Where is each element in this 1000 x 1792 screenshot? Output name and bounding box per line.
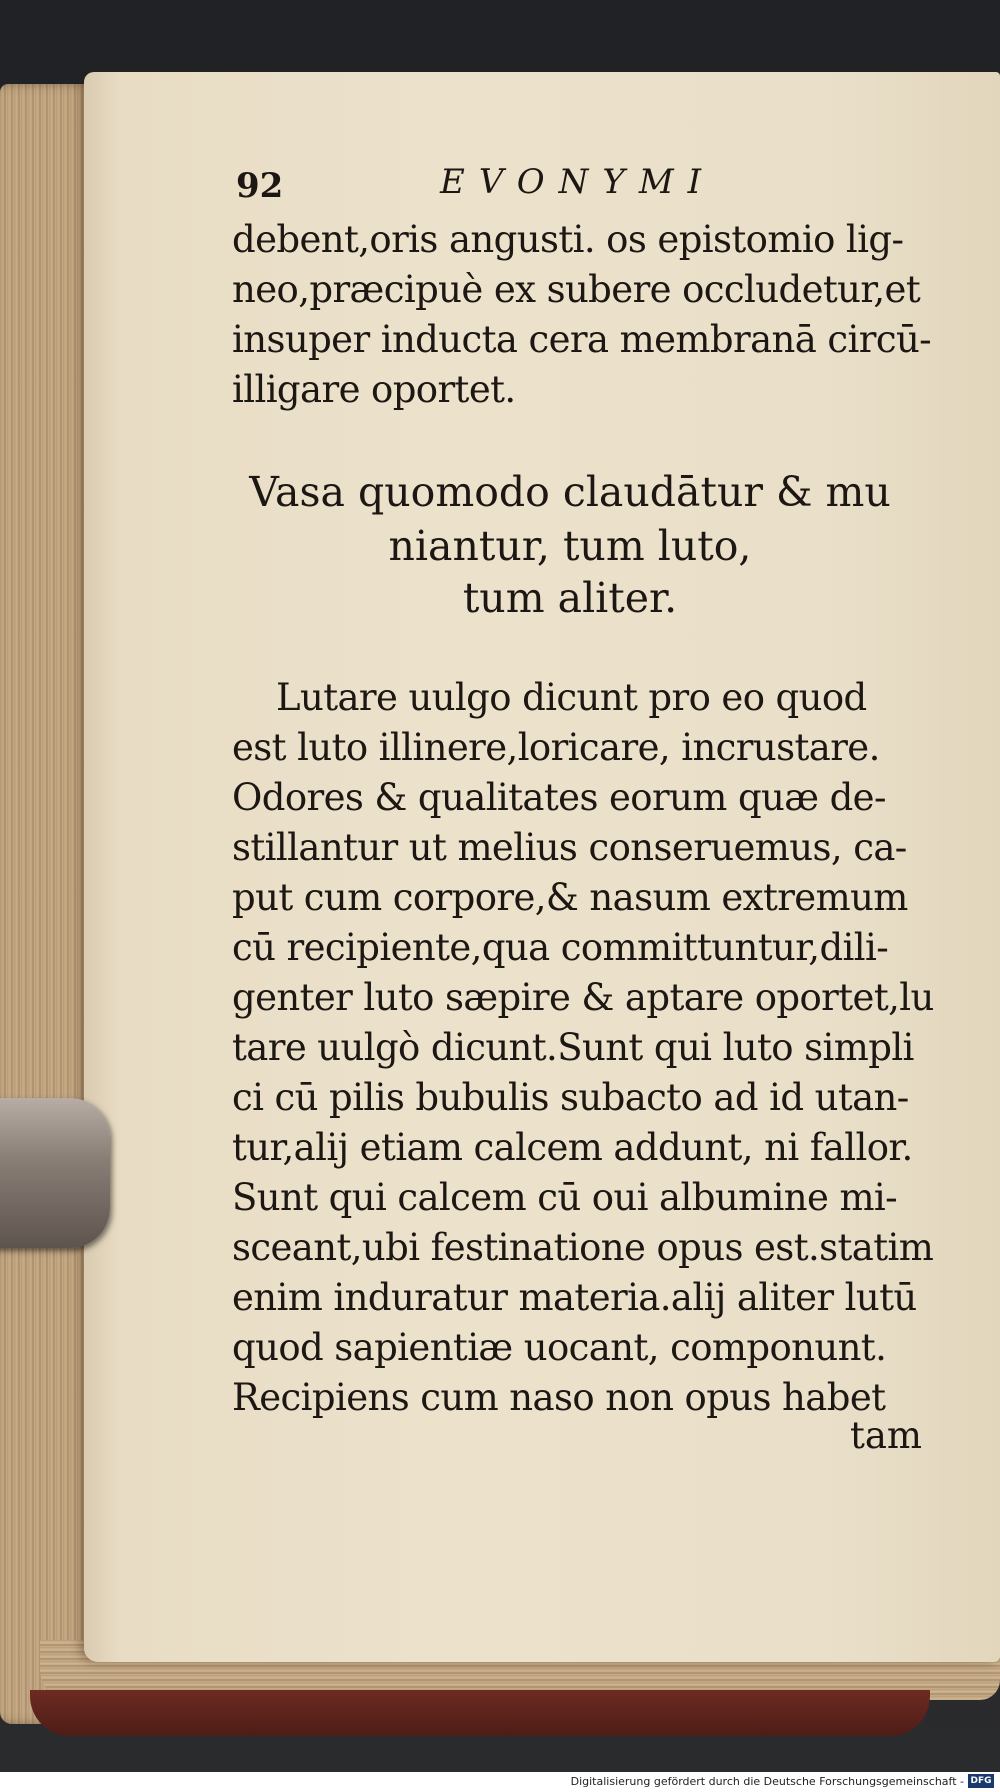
text-line: Sunt qui calcem cū oui albumine mi- [232,1176,898,1219]
catchword: tam [850,1414,923,1457]
text-line: ci cū pilis bubulis subacto ad id utan- [232,1076,909,1119]
running-head: EVONYMI [440,162,716,202]
text-line: quod sapientiæ uocant, componunt. [232,1326,887,1369]
text-line: tare uulgò dicunt.Sunt qui luto simpli [232,1026,914,1069]
page-edges-left [0,84,96,1724]
funding-credit: Digitalisierung gefördert durch die Deutsche Forschungsgemeinschaft - [570,1775,964,1788]
section-heading-line: Vasa quomodo claudātur & mu [249,468,891,516]
text-line: tur,alij etiam calcem addunt, ni fallor. [232,1126,913,1169]
page-clip [0,1098,110,1248]
text-line: put cum corpore,& nasum extremum [232,876,908,919]
text-line: est luto illinere,loricare, incrustare. [232,726,880,769]
text-line: neo,præcipuè ex subere occludetur,et [232,268,921,311]
dfg-logo: DFG [968,1774,994,1788]
text-line: enim induratur materia.alij aliter lutū [232,1276,917,1319]
page-number: 92 [236,166,284,206]
text-line: sceant,ubi festinatione opus est.statim [232,1226,934,1269]
text-line: insuper inducta cera membranā circū- [232,318,932,361]
section-heading-line: tum aliter. [462,574,678,622]
book-cover [30,1690,930,1736]
text-line: illigare oportet. [232,368,516,411]
text-line: Recipiens cum naso non opus habet [232,1376,886,1419]
text-line: cū recipiente,qua committuntur,dili- [232,926,889,969]
section-heading-line: niantur, tum luto, [388,522,752,570]
text-line: genter luto sæpire & aptare oportet,lu [232,976,934,1019]
text-line: stillantur ut melius conseruemus, ca- [232,826,907,869]
text-line: Odores & qualitates eorum quæ de- [232,776,886,819]
text-line: Lutare uulgo dicunt pro eo quod [276,676,867,719]
text-line: debent,oris angusti. os epistomio lig- [232,218,904,261]
